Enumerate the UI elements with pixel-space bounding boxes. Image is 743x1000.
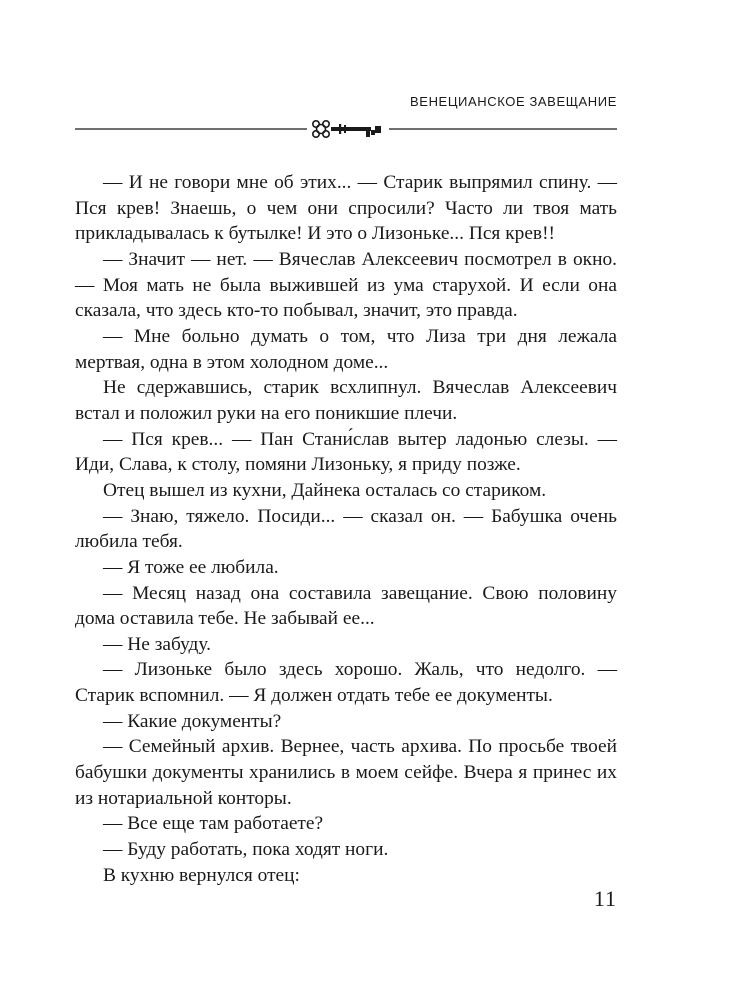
paragraph: — Пся крев... — Пан Стани́слав вытер ладонью слезы. — Иди, Слава, к столу, помяни Лизоньку, я приду позже. (75, 428, 617, 476)
paragraph: — Знаю, тяжело. Посиди... — сказал он. — Бабушка очень любила тебя. (75, 505, 617, 553)
paragraph: В кухню вернулся отец: (103, 864, 300, 886)
paragraph: — Какие документы? (103, 710, 282, 732)
key-ornament-icon (75, 114, 617, 144)
paragraph: — Не забуду. (103, 633, 212, 655)
paragraph: — Семейный архив. Вернее, часть архива. По просьбе твоей бабушки документы хранились в моем сейфе. Вчера я принес их из нотариальной конторы. (75, 736, 617, 809)
paragraph: — Все еще там работаете? (103, 813, 324, 835)
page-number: 11 (593, 886, 617, 911)
body-text (75, 170, 617, 888)
paragraph: — Значит — нет. — Вячеслав Алексеевич посмотрел в окно. — Моя мать не была выжившей из ума старухой. И если она сказала, что здесь кто-то побывал, значит, это правда. (75, 248, 617, 322)
paragraph: Не сдержавшись, старик всхлипнул. Вячеслав Алексеевич встал и положил руки на его поникшие плечи. (75, 377, 617, 424)
paragraph: — Я тоже ее любила. (103, 556, 279, 578)
paragraph: Отец вышел из кухни, Дайнека осталась со стариком. (103, 479, 547, 501)
paragraph: — Мне больно думать о том, что Лиза три дня лежала мертвая, одна в этом холодном доме... (75, 325, 617, 373)
paragraph: — Лизоньке было здесь хорошо. Жаль, что недолго. — Старик вспомнил. — Я должен отдать тебе ее документы. (75, 659, 617, 707)
paragraph: — Месяц назад она составила завещание. Свою половину дома оставила тебе. Не забывай ее... (75, 582, 617, 630)
running-title: ВЕНЕЦИАНСКОЕ ЗАВЕЩАНИЕ (410, 94, 617, 109)
paragraph: — Буду работать, пока ходят ноги. (103, 839, 389, 861)
paragraph: — И не говори мне об этих... — Старик выпрямил спину. — Пся крев! Знаешь, о чем они спросили? Часто ли твоя мать прикладывалась к бутылке! И это о Лизоньке... Пся крев!! (75, 172, 617, 245)
